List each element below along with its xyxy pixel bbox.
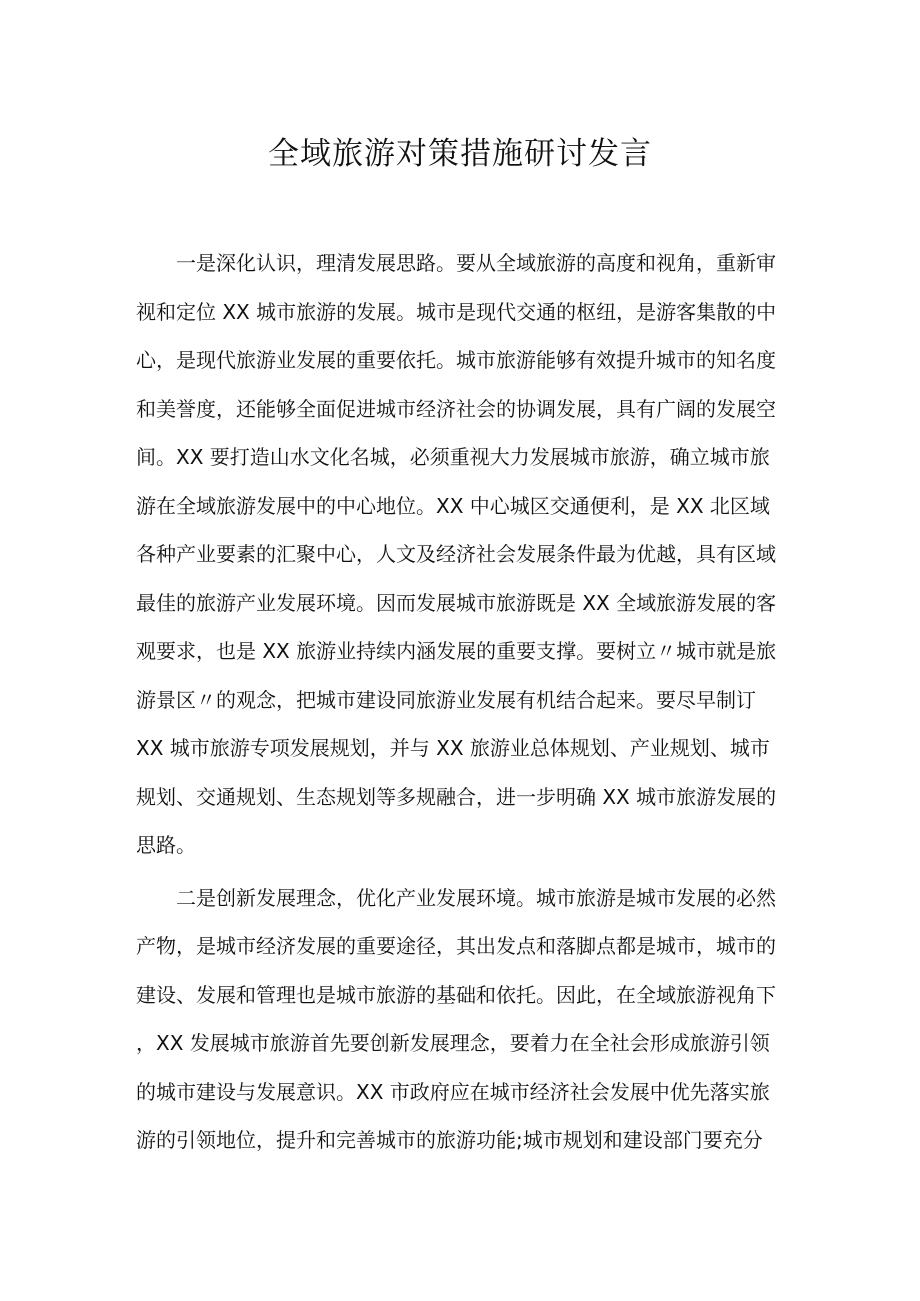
- paragraph-line: 一是深化认识，理清发展思路。要从全域旅游的高度和视角，重新审: [176, 251, 776, 275]
- paragraph-line: 的城市建设与发展意识。XX 市政府应在城市经济社会发展中优先落实旅: [136, 1079, 770, 1104]
- paragraph-line: 心，是现代旅游业发展的重要依托。城市旅游能够有效提升城市的知名度: [136, 348, 776, 372]
- paragraph-line: 思路。: [136, 833, 196, 857]
- document-title: 全域旅游对策措施研讨发言: [268, 136, 652, 172]
- paragraph-line: 游在全域旅游发展中的中心地位。XX 中心城区交通便利，是 XX 北区域: [136, 493, 770, 518]
- paragraph-line: 二是创新发展理念，优化产业发展环境。城市旅游是城市发展的必然: [176, 885, 776, 910]
- paragraph-line: 建设、发展和管理也是城市旅游的基础和依托。因此，在全域旅游视角下: [136, 982, 776, 1007]
- document-body: [136, 239, 784, 1165]
- paragraph-line: 规划、交通规划、生态规划等多规融合，进一步明确 XX 城市旅游发展的: [136, 784, 777, 809]
- paragraph-line: 和美誉度，还能够全面促进城市经济社会的协调发展，具有广阔的发展空: [136, 396, 776, 421]
- paragraph-line: 间。XX 要打造山水文化名城，必须重视大力发展城市旅游，确立城市旅: [136, 445, 770, 469]
- paragraph-1: [136, 239, 784, 870]
- paragraph-line: 各种产业要素的汇聚中心，人文及经济社会发展条件最为优越，具有区域: [136, 542, 776, 566]
- paragraph-line: 游景区〃的观念，把城市建设同旅游业发展有机结合起来。要尽早制订: [136, 687, 756, 712]
- paragraph-2: [136, 874, 784, 1165]
- paragraph-line: 观要求，也是 XX 旅游业持续内涵发展的重要支撑。要树立〃城市就是旅: [136, 639, 777, 663]
- paragraph-line: ，XX 发展城市旅游首先要创新发展理念，要着力在全社会形成旅游引领: [136, 1031, 770, 1055]
- paragraph-line: 产物，是城市经济发展的重要途径，其出发点和落脚点都是城市，城市的: [136, 934, 776, 958]
- paragraph-line: XX 城市旅游专项发展规划，并与 XX 旅游业总体规划、产业规划、城市: [136, 736, 770, 760]
- paragraph-line: 最佳的旅游产业发展环境。因而发展城市旅游既是 XX 全域旅游发展的客: [136, 590, 777, 615]
- paragraph-line: 视和定位 XX 城市旅游的发展。城市是现代交通的枢纽，是游客集散的中: [136, 299, 777, 324]
- paragraph-line: 游的引领地位，提升和完善城市的旅游功能;城市规划和建设部门要充分: [136, 1128, 763, 1152]
